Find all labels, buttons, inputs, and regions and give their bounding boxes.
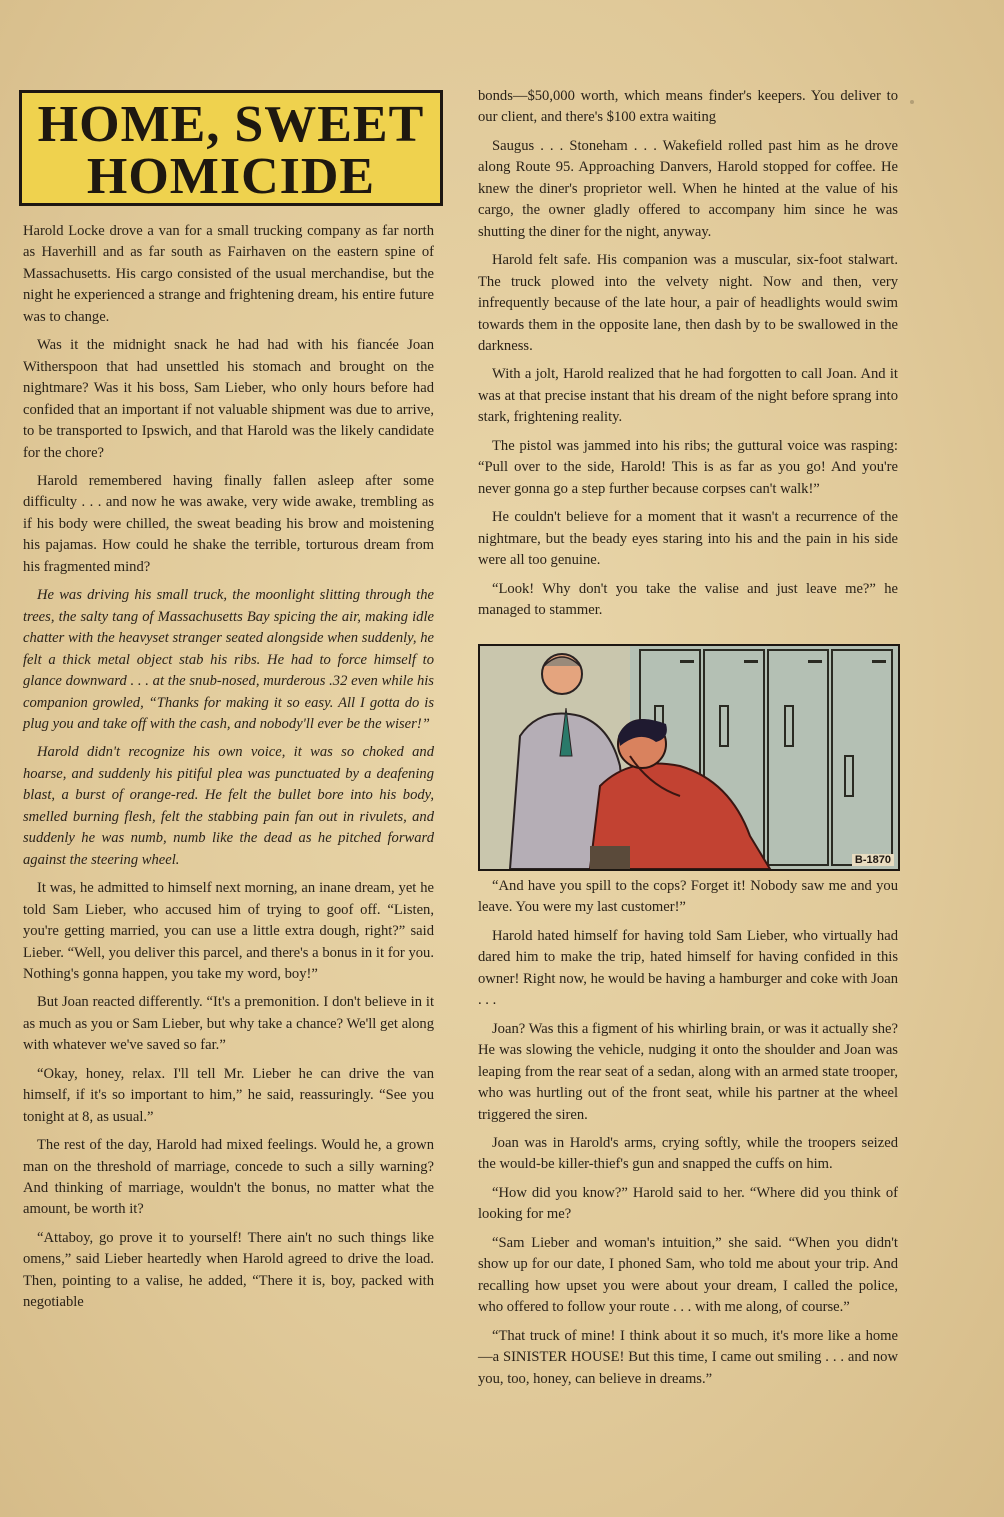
story-paragraph: “Attaboy, go prove it to yourself! There ain't no such things like omens,” said Lieber heartedly when Harold agreed to drive the load. Then, pointing to a valise, he added, “There it is, boy, packed with negotiable (23, 1229, 434, 1311)
panel-code-label: B-1870 (852, 854, 894, 866)
story-paragraph: Harold felt safe. His companion was a muscular, six-foot stalwart. The truck plowed into the velvety night. Now and then, very infrequently because of the late hour, a pair of headlights would swim towards them in the opposite lane, then dash by to be swallowed in the darkness. (478, 252, 898, 354)
story-paragraph: The rest of the day, Harold had mixed feelings. Would he, a grown man on the threshold of marriage, concede to such a silly warning? And thinking of marriage, wouldn't the bonus, no matter what the amount, be worth it? (23, 1137, 434, 1218)
story-paragraph: He couldn't believe for a moment that it wasn't a recurrence of the nightmare, but the beady eyes staring into his and the pain in his side were all too genuine. (478, 509, 898, 569)
story-paragraph: Harold hated himself for having told Sam Lieber, who virtually had dared him to make the trip, hated himself for having confided in this owner! Right now, he would be having a hamburger and coke with Joan . . . (478, 927, 898, 1009)
story-paragraph: “That truck of mine! I think about it so much, it's more like a home—a SINISTER HOUSE! But this time, I came out smiling . . . and now you, too, honey, can believe in dreams.” (478, 1327, 898, 1387)
story-paragraph: With a jolt, Harold realized that he had forgotten to call Joan. And it was at that precise instant that his dream of the night before sprang into stark, frightening reality. (478, 366, 898, 426)
story-paragraph: Saugus . . . Stoneham . . . Wakefield rolled past him as he drove along Route 95. Approaching Danvers, Harold stopped for coffee. He knew the diner's proprietor well. When he hinted at the value of his cargo, the owner gladly offered to accompany him since he was shutting the diner for the night, anyway. (478, 137, 898, 240)
story-title-line-1: HOME, SWEET (37, 96, 425, 153)
story-paragraph: “Okay, honey, relax. I'll tell Mr. Lieber he can drive the van himself, if it's so important to him,” he said, reassuringly. “See you tonight at 8, as usual.” (23, 1065, 434, 1125)
story-paragraph: Harold didn't recognize his own voice, it was so choked and hoarse, and suddenly his pitiful plea was punctuated by a deafening blast, a burst of orange-red. He felt the bullet bore into his body, smelled burning flesh, felt the stabbing pain fan out in rivulets, and suddenly he was numb, numb like the dead as he pitched forward against the steering wheel. (23, 744, 434, 868)
story-paragraph: “How did you know?” Harold said to her. “Where did you think of looking for me? (478, 1184, 898, 1223)
story-paragraph: bonds—$50,000 worth, which means finder's keepers. You deliver to our client, and there's $100 extra waiting (478, 88, 898, 126)
story-paragraph: He was driving his small truck, the moonlight slitting through the trees, the salty tang of Massachusetts Bay spicing the air, making idle chatter with the heavyset stranger seated alongside when suddenly, he felt a thick metal object stab his ribs. He had to force himself to glance downward . . . at the snub-nosed, murderous .32 even while his companion growled, “Thanks for making it so easy. All I gotta do is plug you and take off with the cash, and nobody'll ever be the wiser!” (23, 587, 434, 732)
story-paragraph: Joan? Was this a figment of his whirling brain, or was it actually she? He was slowing the vehicle, nudging it onto the shoulder and Joan was leaping from the rear seat of a sedan, along with an armed state trooper, who was hurtling out of the front seat, while his partner at the wheel triggered the siren. (478, 1020, 898, 1123)
illustration-panel (478, 644, 900, 871)
right-text-column-top (478, 86, 898, 628)
story-title-line-2: HOMICIDE (86, 148, 376, 205)
story-title-box (19, 90, 443, 206)
right-text-column-bottom (478, 876, 898, 1397)
story-paragraph: Harold remembered having finally fallen asleep after some difficulty . . . and now he was awake, very wide awake, trembling as if his body were chilled, the sweat beading his brow and moistening his pajamas. How could he shake the terrible, torturous dream from his fragmented mind? (23, 472, 434, 575)
paper-spot (906, 96, 918, 108)
left-text-column (23, 221, 434, 1321)
story-paragraph: But Joan reacted differently. “It's a premonition. I don't believe in it as much as you or Sam Lieber, but why take a chance? We'll get along with whatever we've saved so far.” (23, 994, 434, 1054)
story-paragraph: Harold Locke drove a van for a small trucking company as far north as Haverhill and as far south as Fairhaven on the eastern spine of Massachusetts. His cargo consisted of the usual merchandise, but the night he experienced a strange and frightening dream, his entire future was to change. (23, 223, 434, 325)
story-paragraph: Was it the midnight snack he had had with his fiancée Joan Witherspoon that had unsettled his stomach and brought on the nightmare? Was it his boss, Sam Lieber, who only hours before had confided that an important if not valuable shipment was due to arrive, to be transported to Ipswich, and that Harold was the likely candidate for the chore? (23, 337, 434, 461)
illustration-locker-room (480, 646, 898, 869)
story-paragraph: The pistol was jammed into his ribs; the guttural voice was rasping: “Pull over to the side, Harold! This is as far as you go! And you're never gonna go a step further because corpses can't walk!” (478, 437, 898, 497)
story-paragraph: It was, he admitted to himself next morning, an inane dream, yet he told Sam Lieber, who accused him of trying to goof off. “Listen, you're getting married, you can use a little extra dough, right?” said Lieber. “Well, you deliver this parcel, and there's a bonus in it for you. Nothing's gonna happen, you take my word, boy!” (23, 880, 434, 982)
story-paragraph: “Sam Lieber and woman's intuition,” she said. “When you didn't show up for our date, I phoned Sam, who told me about your trip. And recalling how upset you were about your dream, I called the police, who offered to follow your route . . . with me along, of course.” (478, 1234, 898, 1316)
story-paragraph: “And have you spill to the cops? Forget it! Nobody saw me and you leave. You were my last customer!” (478, 878, 898, 916)
story-paragraph: Joan was in Harold's arms, crying softly, while the troopers seized the would-be killer-thief's gun and snapped the cuffs on him. (478, 1134, 898, 1173)
story-paragraph: “Look! Why don't you take the valise and just leave me?” he managed to stammer. (478, 580, 898, 618)
